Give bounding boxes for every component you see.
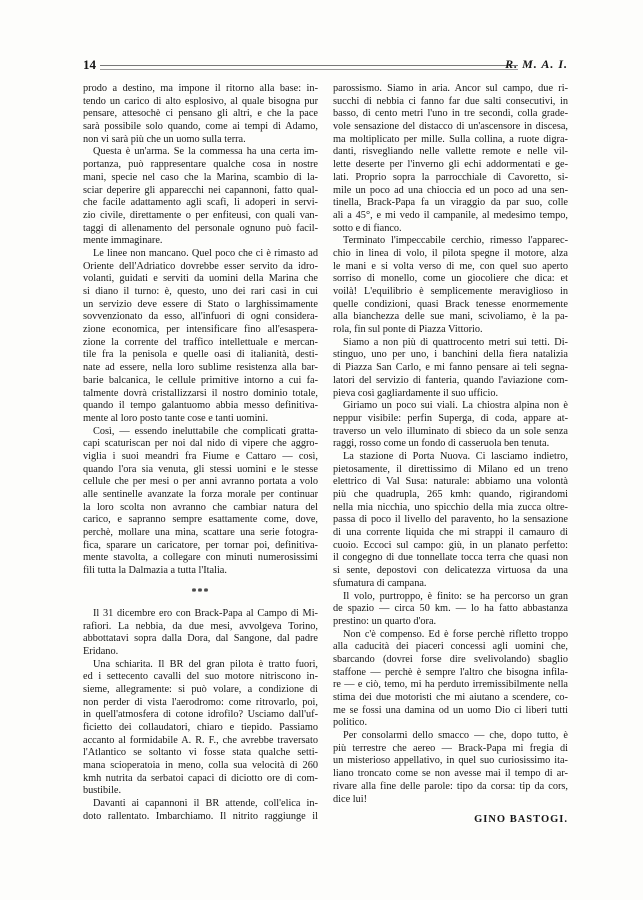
paragraph [333,451,568,591]
text-line: sarà possibile solo quando, come ai tempi di Adamo, [83,121,318,133]
text-line: Terminato l'impeccabile cerchio, rimesso l'apparec- [343,235,568,247]
text-line: tendo un carico di alto esplosivo, al quale bisogna pur [83,95,318,107]
text-line: accanto al formidabile A. R. F., che avrebbe traversato [83,734,318,746]
text-line: politico. [333,717,368,729]
paragraph [83,426,318,578]
text-line: si diano il turno: è, questo, uno dei rari casi in cui [83,286,318,297]
text-line: re — e ciò, temo, mi ha perduto irremissibilmente nella [333,679,568,691]
text-line: sorriso di monello, come un giocoliere che dica: et [333,273,568,285]
text-line: liano troncato come se non avesse mai il tempo di ar- [333,768,568,780]
left-column [83,83,318,824]
paragraph [83,146,318,248]
text-line: sbarcando (dovrei forse dire svelivolando) sbaglio [333,653,568,665]
paragraph [333,591,568,629]
text-line: abbottatavi sopra dalla Dora, dal Sangone, dal padre [83,633,318,645]
text-line: neppur visibile: perfin Superga, di coda, appare at- [333,412,568,424]
paragraph [333,400,568,451]
text-line: quelle condizioni, quasi Brack tenesse enormemente [333,298,568,310]
text-line: me se fossi una damina od un uomo Dio ci liberi tutti [333,704,568,716]
text-line: elettrico di Val Susa: naturale: abbiamo una volontà [333,476,568,488]
text-line: succhi di nebbia ci fanno far due salti consecutivi, in [333,95,568,107]
text-line: ficietto dei collaudatori, chiaro e tiepido. Passiamo [83,722,318,733]
header-rule [100,65,518,70]
text-line: sovvenzionato da esso, all'infuori di ogni considera- [83,311,318,323]
paragraph [83,608,318,659]
text-line: sotto e di fianco. [333,222,402,234]
author-signature: GINO BASTOGI. [474,814,568,826]
text-line: doto rallentato. Imbarchiamo. Il nitrito raggiunge il [83,810,318,822]
text-line: zione la corrente del traffico intellettuale e mercan- [83,336,318,348]
text-line: cellule che per mesi o per anni avranno portata a volo [83,476,318,488]
text-line: alla caducità dei piaceri concessi agli uomini che, [333,641,568,653]
text-line: ma moltiplicato per mille. Sulla collina, a ruote digra- [333,133,568,145]
paragraph [333,730,568,806]
text-line: Il 31 dicembre ero con Brack-Papa al Campo di Mi- [93,607,318,619]
paragraph [333,235,568,337]
text-line: nella mia nicchia, uno spicchio della mia zucca oltre- [333,501,568,513]
text-line: parossismo. Siamo in aria. Ancor sul campo, due ri- [333,83,568,94]
text-line: che facile adattamento agli scafi, li adoperi in servi- [83,197,318,209]
paragraph [83,659,318,799]
text-line: rivare alla fine delle parole: tipo da corsa: tip da cors, [333,780,568,792]
text-line: un servizio deve essere di Stato o larghissimamente [83,298,318,310]
text-line: stinguo, uno per uno, i banchini della fiera natalizia [333,349,568,361]
text-line: cuoio. Eccoci sul campo: giù, in un planato perfetto: [333,539,568,551]
text-line: raggi, rosso come un fondo di casseruola ben tenuta. [333,438,550,450]
text-line: ali a 45°, e mi vedo il campanile, al medesimo tempo, [333,209,568,221]
text-line: mente stavolta, a collegare con minuti numerosissimi [83,552,318,564]
text-line: più terrestre che aereo — Brack-Papa mi fregia di [333,742,568,754]
text-line: Le linee non mancano. Quel poco che ci è rimasto ad [93,247,318,259]
section-separator: *** [191,586,210,598]
journal-title: R. M. A. I. [505,57,568,71]
text-line: taggi di allenamento del personale ognuno può facil- [83,222,318,234]
text-line: Eridano. [83,645,119,657]
paragraph [83,248,318,426]
text-line: La stazione di Porta Nuova. Ci lasciamo indietro, [343,450,568,462]
text-line: tinella, Brack-Papa fa un viraggio da par suo, colle [333,197,568,209]
text-line: viglia i suoi meandri fra Fiume e Cattaro — così, [83,450,318,462]
text-line: sieme, allegramente: si può volare, a condizione di [83,683,318,695]
text-line: mana scioperatoia in meno, colla sua velocità di 260 [83,760,318,772]
text-line: talmente dovrà cristallizzarsi il nostro dominio totale, [83,387,318,399]
text-line: la loro scolta non avranno che cambiar natura del [83,501,318,513]
text-line: lette deserte per l'inverno gli echi addormentati e ge- [333,159,568,171]
text-line: lati. Proprio sopra la parrocchiale di Cavoretto, si- [333,171,568,183]
text-line: passa di poco il livello del paravento, ho la sensazione [333,514,568,526]
text-line: si sente, depostovi con delicatezza virtuosa da una [333,565,568,577]
text-line: in quell'atmosfera di cotone idrofilo? Usciamo dall'uf- [83,709,318,721]
text-line: Il volo, purtroppo, è finito: se ha percorso un gran [343,590,568,602]
text-line: Non c'è compenso. Ed è forse perchè rifletto troppo [343,628,568,640]
text-line: nate ad essere, nella loro sublime resistenza alla bar- [83,362,318,374]
page-number: 14 [83,57,96,72]
text-line: Giriamo un poco sui viali. La chiostra alpina non è [343,400,568,412]
text-line: stima dei due motoristi che mi aiutano a scendere, co- [333,692,568,703]
text-line: dice lui! [333,793,368,805]
text-line: più che quadrupla, 265 kmh: quando, rigirandomi [333,489,568,500]
text-line: capi scaturiscan per noi dal nido di vipere che aggro- [83,438,318,450]
text-line: bustibile. [83,785,122,797]
text-line: Siamo a non più di quattrocento metri sui tetti. Di- [343,336,568,348]
text-line: quando l'ora sia venuta, gli stessi uomini e le stesse [83,463,318,475]
text-line: pensare, attesochè ci pensano gli altri, e che la pace [83,108,318,120]
paragraph [83,83,318,146]
text-line: portanza, può rappresentare qualche cosa in nostre [83,159,318,171]
paragraph [333,83,568,235]
text-line: carico, e sapranno sempre esattamente come, dove, [83,514,318,526]
text-line: di una corrente liquida che mi strappi il camauro di [333,527,568,539]
text-line: alle sentinelle avanzate la forza morale per continuar [83,489,318,500]
text-line: le mani e si volta verso di me, con quel suo aperto [333,260,568,272]
text-line: staffone — perchè è sempre l'altro che bisogna infila- [333,666,568,678]
text-line: quando il tempo galantuomo abbia messo definitiva- [83,400,318,412]
text-line: Così, — essendo ineluttabile che complicati gratta- [93,425,318,437]
text-line: vole sensazione del distacco di un'ascensore in discesa, [333,121,568,133]
text-line: volanti, guidati e serviti da uomini della Marina che [83,273,318,285]
text-line: zione economica, per intensificare fino all'esaspera- [83,324,318,336]
text-line: mente al loro posto tante cose e tanti uomini. [83,412,269,424]
text-line: kmh nutrita da serbatoi capaci di diciotto ore di com- [83,772,318,784]
text-line: sfumatura di campana. [333,577,427,589]
text-line: fica, sparare un caricatore, per tornar poi, definitiva- [83,539,318,551]
text-line: Questa è un'arma. Se la commessa ha una certa im- [93,146,318,158]
text-line: rafiori. La nebbia, da due mesi, avvolgeva Torino, [83,620,318,632]
text-line: zio civile, direttamente o per enfiteusi, con quali van- [83,209,318,221]
paragraph [333,629,568,731]
text-line: de spazio — circa 50 km. — lo ha fatto abbastanza [333,603,568,615]
text-line: barie balcanica, le cellule primitive intorno a cui fa- [83,374,318,386]
text-line: mile un poco ad una chioccia ed un poco ad una sen- [333,184,568,196]
text-line: alla bianchezza delle sue mani, scivoliamo, è la pa- [333,311,568,323]
text-line: l'Atlantico se soltanto vi fosse stata qualche setti- [83,747,318,759]
text-line: rola, fin sul ponte di Piazza Vittorio. [333,324,483,336]
paragraph [333,337,568,400]
text-line: tile fra la penisola e quelle oasi di italianità, desti- [83,349,318,361]
text-line: pietosamente, il direttissimo di Milano ed un treno [333,463,568,475]
text-line: basso, di cento metri l'uno in tre secondi, colla grade- [333,108,568,120]
text-line: di Piazza San Carlo, e mi fanno pensare ai teli segna- [333,362,568,374]
text-line: voilà! L'equilibrio è semplicemente meraviglioso in [333,286,568,297]
text-line: perchè, mollare una mina, scattare una serie fotogra- [83,527,318,539]
text-line: un misterioso appellativo, in quel suo curiosissimo ita- [333,755,568,767]
text-line: prestino: un quarto d'ora. [333,615,437,627]
text-line: sciar deperire gli apparecchi nei capannoni, fatto qual- [83,184,318,196]
text-line: fili tutta la Dalmazia a tutta l'Italia. [83,565,227,577]
paragraph [83,798,318,823]
text-line: ed i settecento cavalli del suo motore nitriscono in- [83,671,318,683]
text-line: danti, risvegliando nelle vallette remote e nelle vil- [333,146,568,158]
text-line: mani, specie nel caso che la Marina, scambio di la- [83,171,318,183]
text-line: Una schiarita. Il BR del gran pilota è tratto fuori, [93,658,318,670]
text-line: Davanti ai capannoni il BR attende, coll'elica in- [93,798,318,810]
text-line: pieva così gagliardamente il suo ufficio. [333,387,499,399]
text-line: Per consolarmi dello smacco — che, dopo tutto, è [343,730,568,742]
text-line: Oriente dell'Adriatico dovrebbe esser servito da idro- [83,260,318,272]
text-line: mente immaginare. [83,235,163,247]
text-line: chio in linea di volo, il pilota spegne il motore, alza [333,247,568,259]
text-line: non perder di vista l'aerodromo: come ritrovarlo, poi, [83,696,318,708]
right-column [333,83,568,827]
text-line: non vi sarà più che un uomo sulla terra. [83,133,246,145]
text-line: latori del servizio di fanteria, quando l'aviazione com- [333,374,568,386]
text-line: prodo a destino, ma impone il ritorno alla base: in- [83,83,318,94]
text-line: il congegno di due tonnellate tocca terra che quasi non [333,552,568,564]
text-line: traverso un velo illuminato di sbieco da un sole senza [333,425,568,437]
